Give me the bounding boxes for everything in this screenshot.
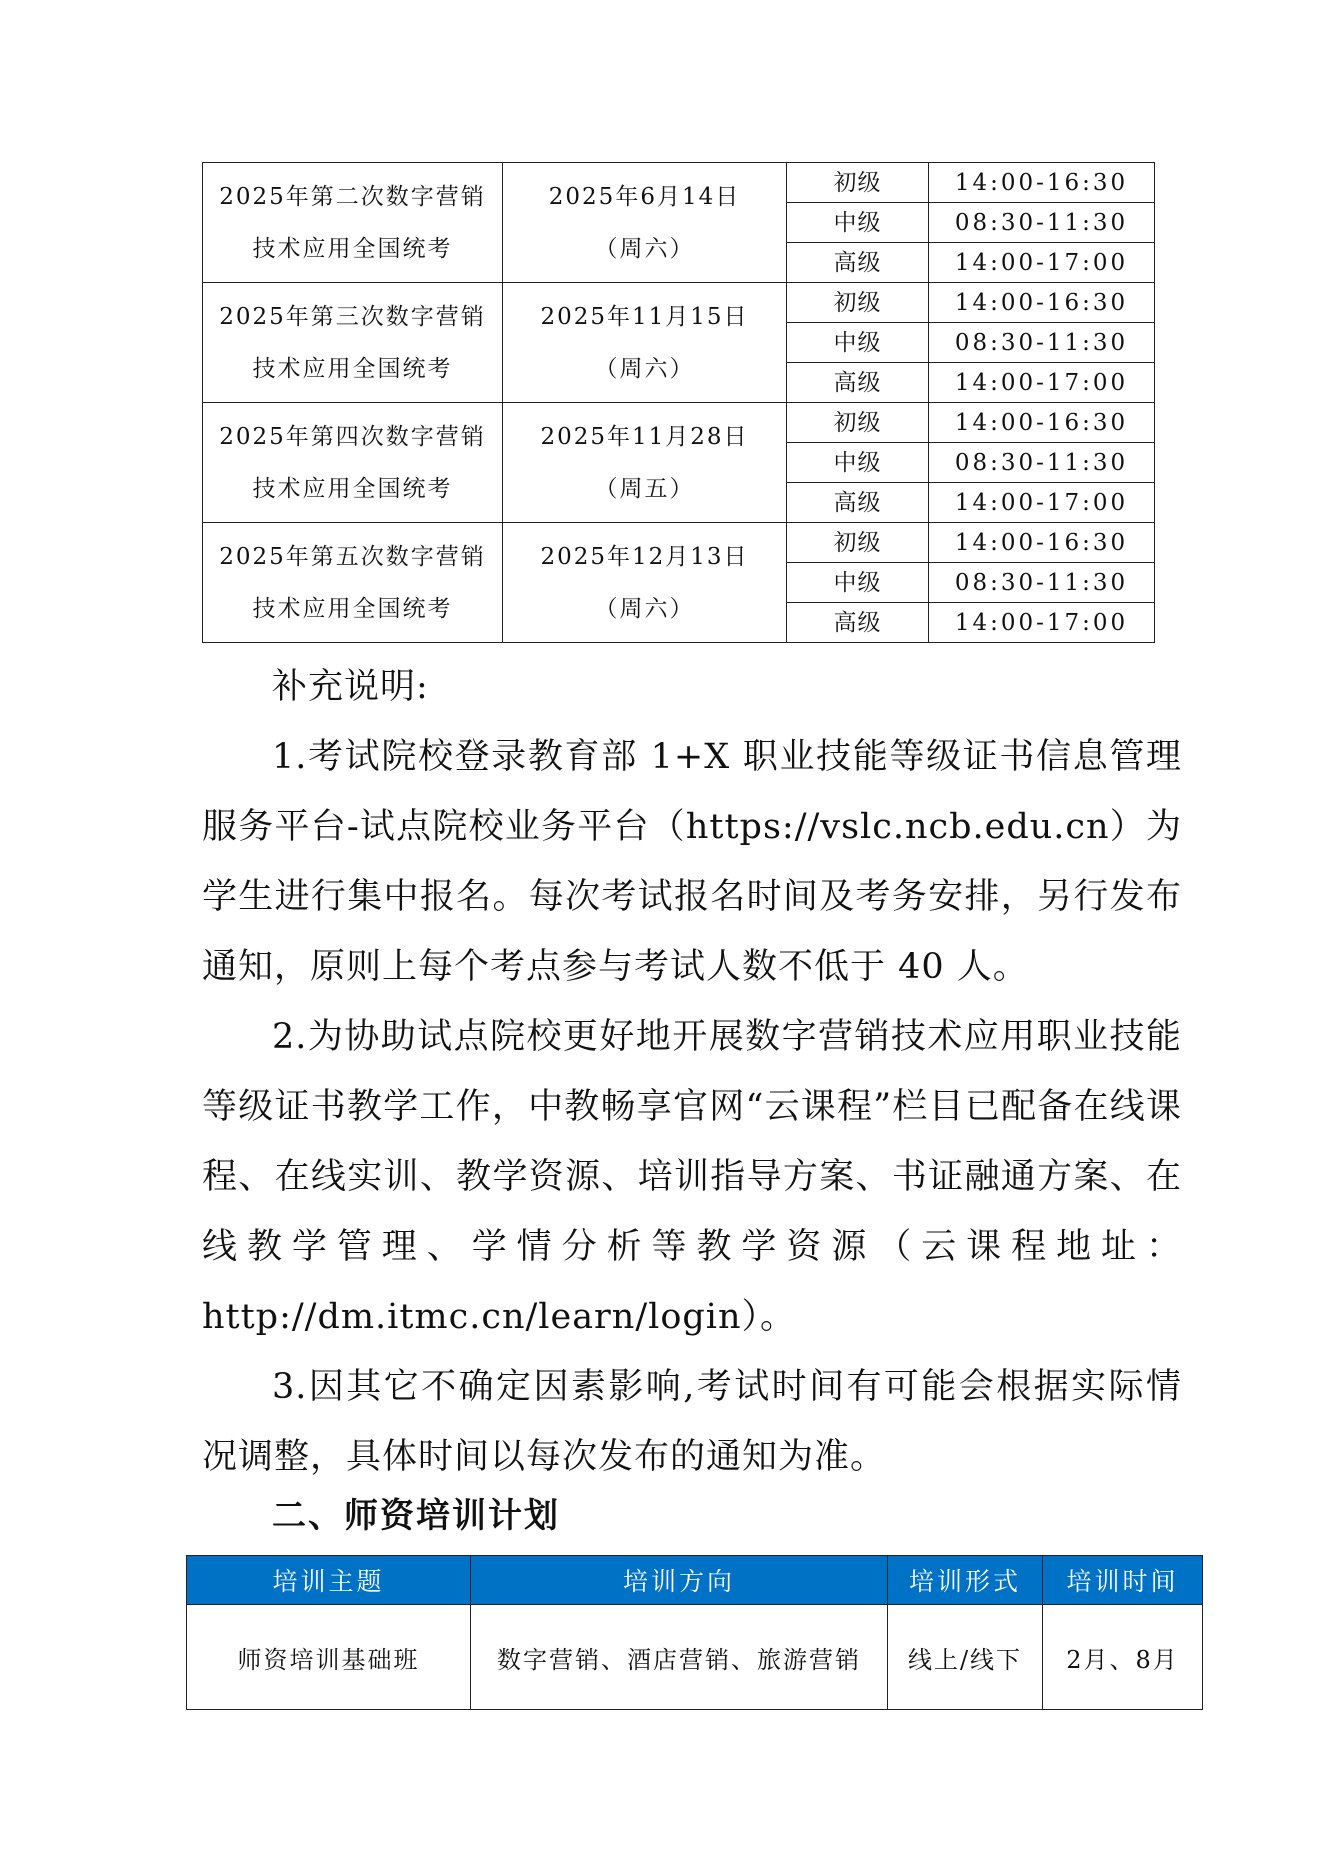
exam-level: 初级 bbox=[787, 163, 929, 203]
exam-date bbox=[503, 403, 787, 523]
exam-schedule-table bbox=[202, 162, 1155, 643]
header-format: 培训形式 bbox=[888, 1556, 1043, 1605]
training-time: 2月、8月 bbox=[1043, 1605, 1203, 1710]
header-time: 培训时间 bbox=[1043, 1556, 1203, 1605]
exam-level: 初级 bbox=[787, 523, 929, 563]
exam-name bbox=[203, 403, 503, 523]
exam-level: 中级 bbox=[787, 323, 929, 363]
exam-name-line1: 2025年第二次数字营销 bbox=[219, 183, 486, 210]
exam-level: 中级 bbox=[787, 443, 929, 483]
exam-weekday: （周六） bbox=[594, 595, 695, 622]
exam-date bbox=[503, 283, 787, 403]
notes-title: 补充说明: bbox=[272, 667, 429, 707]
exam-name-line1: 2025年第三次数字营销 bbox=[219, 303, 486, 330]
training-plan-table bbox=[186, 1555, 1203, 1710]
exam-date-text: 2025年11月15日 bbox=[540, 303, 749, 330]
exam-date bbox=[503, 163, 787, 283]
exam-weekday: （周六） bbox=[594, 235, 695, 262]
exam-name-line2: 技术应用全国统考 bbox=[252, 235, 453, 262]
exam-time: 08:30-11:30 bbox=[929, 203, 1155, 243]
exam-time: 14:00-16:30 bbox=[929, 283, 1155, 323]
exam-time: 08:30-11:30 bbox=[929, 443, 1155, 483]
exam-date-text: 2025年11月28日 bbox=[540, 423, 749, 450]
exam-date bbox=[503, 523, 787, 643]
exam-time: 08:30-11:30 bbox=[929, 323, 1155, 363]
training-header-row bbox=[187, 1556, 1203, 1605]
exam-name bbox=[203, 163, 503, 283]
training-format: 线上/线下 bbox=[888, 1605, 1043, 1710]
header-topic: 培训主题 bbox=[187, 1556, 471, 1605]
exam-time: 14:00-17:00 bbox=[929, 603, 1155, 643]
exam-weekday: （周六） bbox=[594, 355, 695, 382]
exam-name-line2: 技术应用全国统考 bbox=[252, 475, 453, 502]
exam-time: 14:00-17:00 bbox=[929, 363, 1155, 403]
exam-level: 高级 bbox=[787, 243, 929, 283]
training-direction: 数字营销、酒店营销、旅游营销 bbox=[471, 1605, 888, 1710]
exam-row bbox=[203, 403, 1155, 443]
note-item-3: 3.因其它不确定因素影响,考试时间有可能会根据实际情况调整，具体时间以每次发布的通知为准。 bbox=[202, 1367, 1182, 1477]
section-heading: 二、师资培训计划 bbox=[272, 1496, 560, 1536]
exam-time: 14:00-16:30 bbox=[929, 403, 1155, 443]
exam-name bbox=[203, 523, 503, 643]
exam-level: 初级 bbox=[787, 403, 929, 443]
exam-time: 14:00-17:00 bbox=[929, 243, 1155, 283]
exam-level: 初级 bbox=[787, 283, 929, 323]
exam-weekday: （周五） bbox=[594, 475, 695, 502]
exam-time: 14:00-16:30 bbox=[929, 163, 1155, 203]
exam-time: 08:30-11:30 bbox=[929, 563, 1155, 603]
training-topic: 师资培训基础班 bbox=[187, 1605, 471, 1710]
exam-date-text: 2025年6月14日 bbox=[548, 183, 741, 210]
note-item-1: 1.考试院校登录教育部 1+X 职业技能等级证书信息管理服务平台-试点院校业务平台（https://vslc.ncb.edu.cn）为学生进行集中报名。每次考试报名时间及考务安排，另行发布通知，原则上每个考点参与考试人数不低于 40 人。 bbox=[202, 737, 1182, 987]
exam-row bbox=[203, 283, 1155, 323]
exam-row bbox=[203, 523, 1155, 563]
exam-level: 高级 bbox=[787, 363, 929, 403]
exam-time: 14:00-17:00 bbox=[929, 483, 1155, 523]
exam-name-line1: 2025年第五次数字营销 bbox=[219, 543, 486, 570]
exam-time: 14:00-16:30 bbox=[929, 523, 1155, 563]
exam-name bbox=[203, 283, 503, 403]
exam-name-line2: 技术应用全国统考 bbox=[252, 595, 453, 622]
exam-name-line1: 2025年第四次数字营销 bbox=[219, 423, 486, 450]
exam-level: 中级 bbox=[787, 203, 929, 243]
training-row bbox=[187, 1605, 1203, 1710]
exam-level: 高级 bbox=[787, 483, 929, 523]
exam-date-text: 2025年12月13日 bbox=[540, 543, 749, 570]
exam-row bbox=[203, 163, 1155, 203]
note-item-2: 2.为协助试点院校更好地开展数字营销技术应用职业技能等级证书教学工作，中教畅享官网“云课程”栏目已配备在线课程、在线实训、教学资源、培训指导方案、书证融通方案、在线教学管理、学情分析等教学资源（云课程地址：http://dm.itmc.cn/learn/login）。 bbox=[202, 1017, 1182, 1337]
header-direction: 培训方向 bbox=[471, 1556, 888, 1605]
exam-level: 高级 bbox=[787, 603, 929, 643]
exam-level: 中级 bbox=[787, 563, 929, 603]
exam-name-line2: 技术应用全国统考 bbox=[252, 355, 453, 382]
